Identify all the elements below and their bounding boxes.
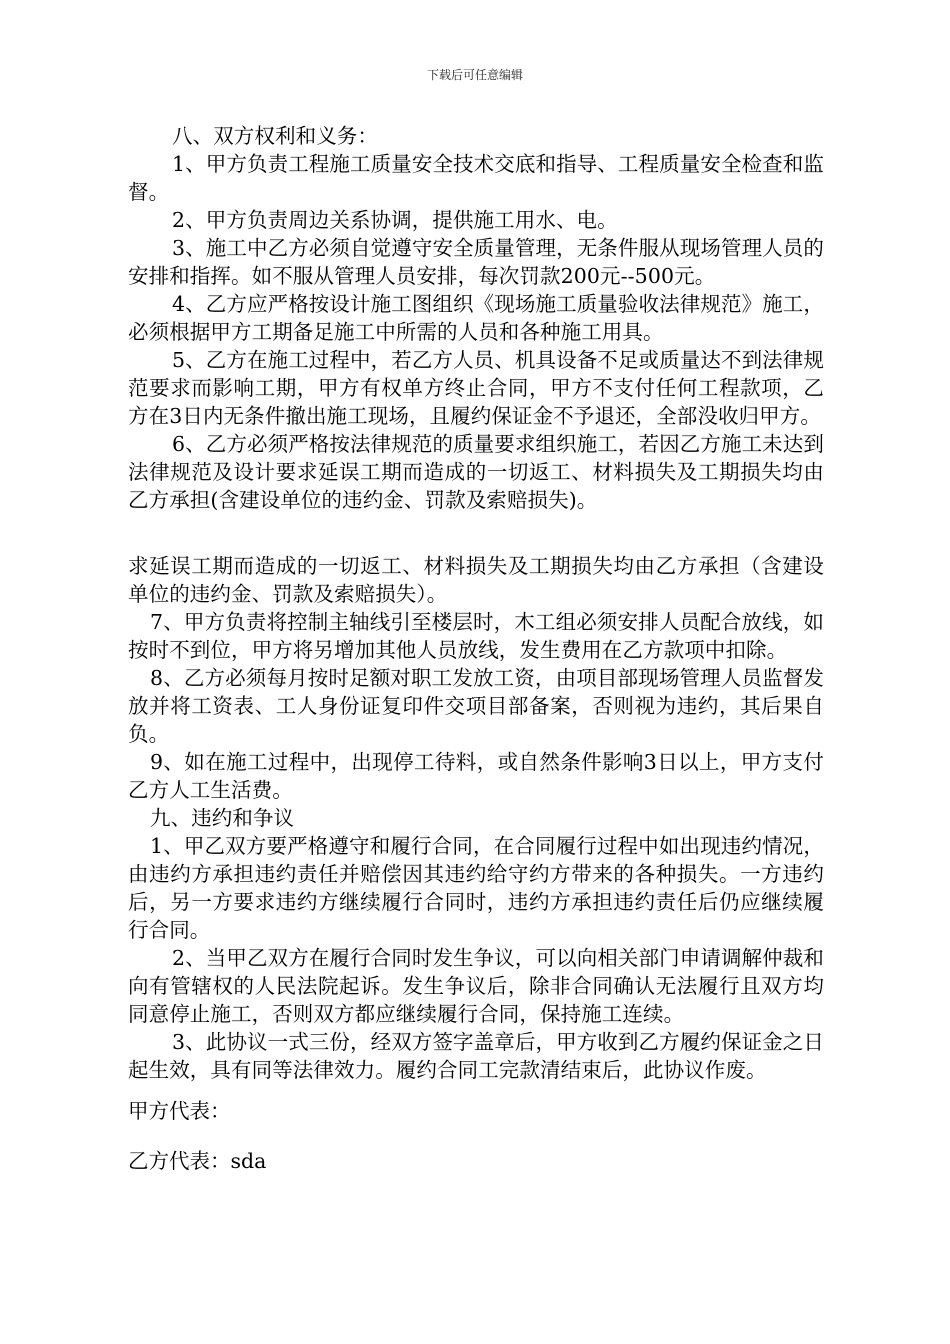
party-b-signature: 乙方代表：sda [128, 1149, 267, 1173]
section-8-item-8: 8、乙方必须每月按时足额对职工发放工资，由项目部现场管理人员监督发放并将工资表、工人身份证复印件交项目部备案，否则视为违约，其后果自负。 [128, 666, 824, 746]
section-9-item-3: 3、此协议一式三份，经双方签字盖章后，甲方收到乙方履约保证金之日起生效，具有同等法律效力。履约合同工完款清结束后，此协议作废。 [128, 1030, 824, 1082]
section-9-item-1: 1、甲乙双方要严格遵守和履行合同，在合同履行过程中如出现违约情况，由违约方承担违约责任并赔偿因其违约给守约方带来的各种损失。一方违约后，另一方要求违约方继续履行合同时，违约方承担违约责任后仍应继续履行合同。 [128, 834, 824, 942]
section-8-item-7: 7、甲方负责将控制主轴线引至楼层时，木工组必须安排人员配合放线，如按时不到位，甲方将另增加其他人员放线，发生费用在乙方款项中扣除。 [128, 610, 824, 662]
paragraph-gap [128, 514, 824, 552]
section-8-item-9: 9、如在施工过程中，出现停工待料，或自然条件影响3日以上，甲方支付乙方人工生活费。 [128, 750, 824, 802]
section-8-item-3: 3、施工中乙方必须自觉遵守安全质量管理，无条件服从现场管理人员的安排和指挥。如不服从管理人员安排，每次罚款200元--500元。 [128, 236, 824, 288]
section-9-title: 九、违约和争议 [150, 806, 295, 830]
party-a-signature: 甲方代表： [128, 1099, 231, 1123]
page-header: 下载后可任意编辑 [426, 68, 523, 82]
section-8-continuation: 求延误工期而造成的一切返工、材料损失及工期损失均由乙方承担（含建设单位的违约金、罚款及索赔损失）。 [128, 554, 824, 606]
section-8-item-1: 1、甲方负责工程施工质量安全技术交底和指导、工程质量安全检查和监督。 [128, 152, 824, 204]
section-8-item-6: 6、乙方必须严格按法律规范的质量要求组织施工，若因乙方施工未达到法律规范及设计要求延误工期而造成的一切返工、材料损失及工期损失均由乙方承担(含建设单位的违约金、罚款及索赔损失)。 [128, 432, 824, 512]
section-8-item-5: 5、乙方在施工过程中，若乙方人员、机具设备不足或质量达不到法律规范要求而影响工期，甲方有权单方终止合同，甲方不支付任何工程款项，乙方在3日内无条件撤出施工现场，且履约保证金不予退还，全部没收归甲方。 [128, 348, 824, 428]
section-8-item-4: 4、乙方应严格按设计施工图组织《现场施工质量验收法律规范》施工，必须根据甲方工期备足施工中所需的人员和各种施工用具。 [128, 292, 824, 344]
section-9-item-2: 2、当甲乙双方在履行合同时发生争议，可以向相关部门申请调解仲裁和向有管辖权的人民法院起诉。发生争议后，除非合同确认无法履行且双方均同意停止施工，否则双方都应继续履行合同，保持施工连续。 [128, 946, 824, 1026]
contract-body [128, 122, 824, 1084]
section-8-title: 八、双方权利和义务： [172, 124, 378, 148]
section-8-item-2: 2、甲方负责周边关系协调，提供施工用水、电。 [172, 208, 618, 232]
